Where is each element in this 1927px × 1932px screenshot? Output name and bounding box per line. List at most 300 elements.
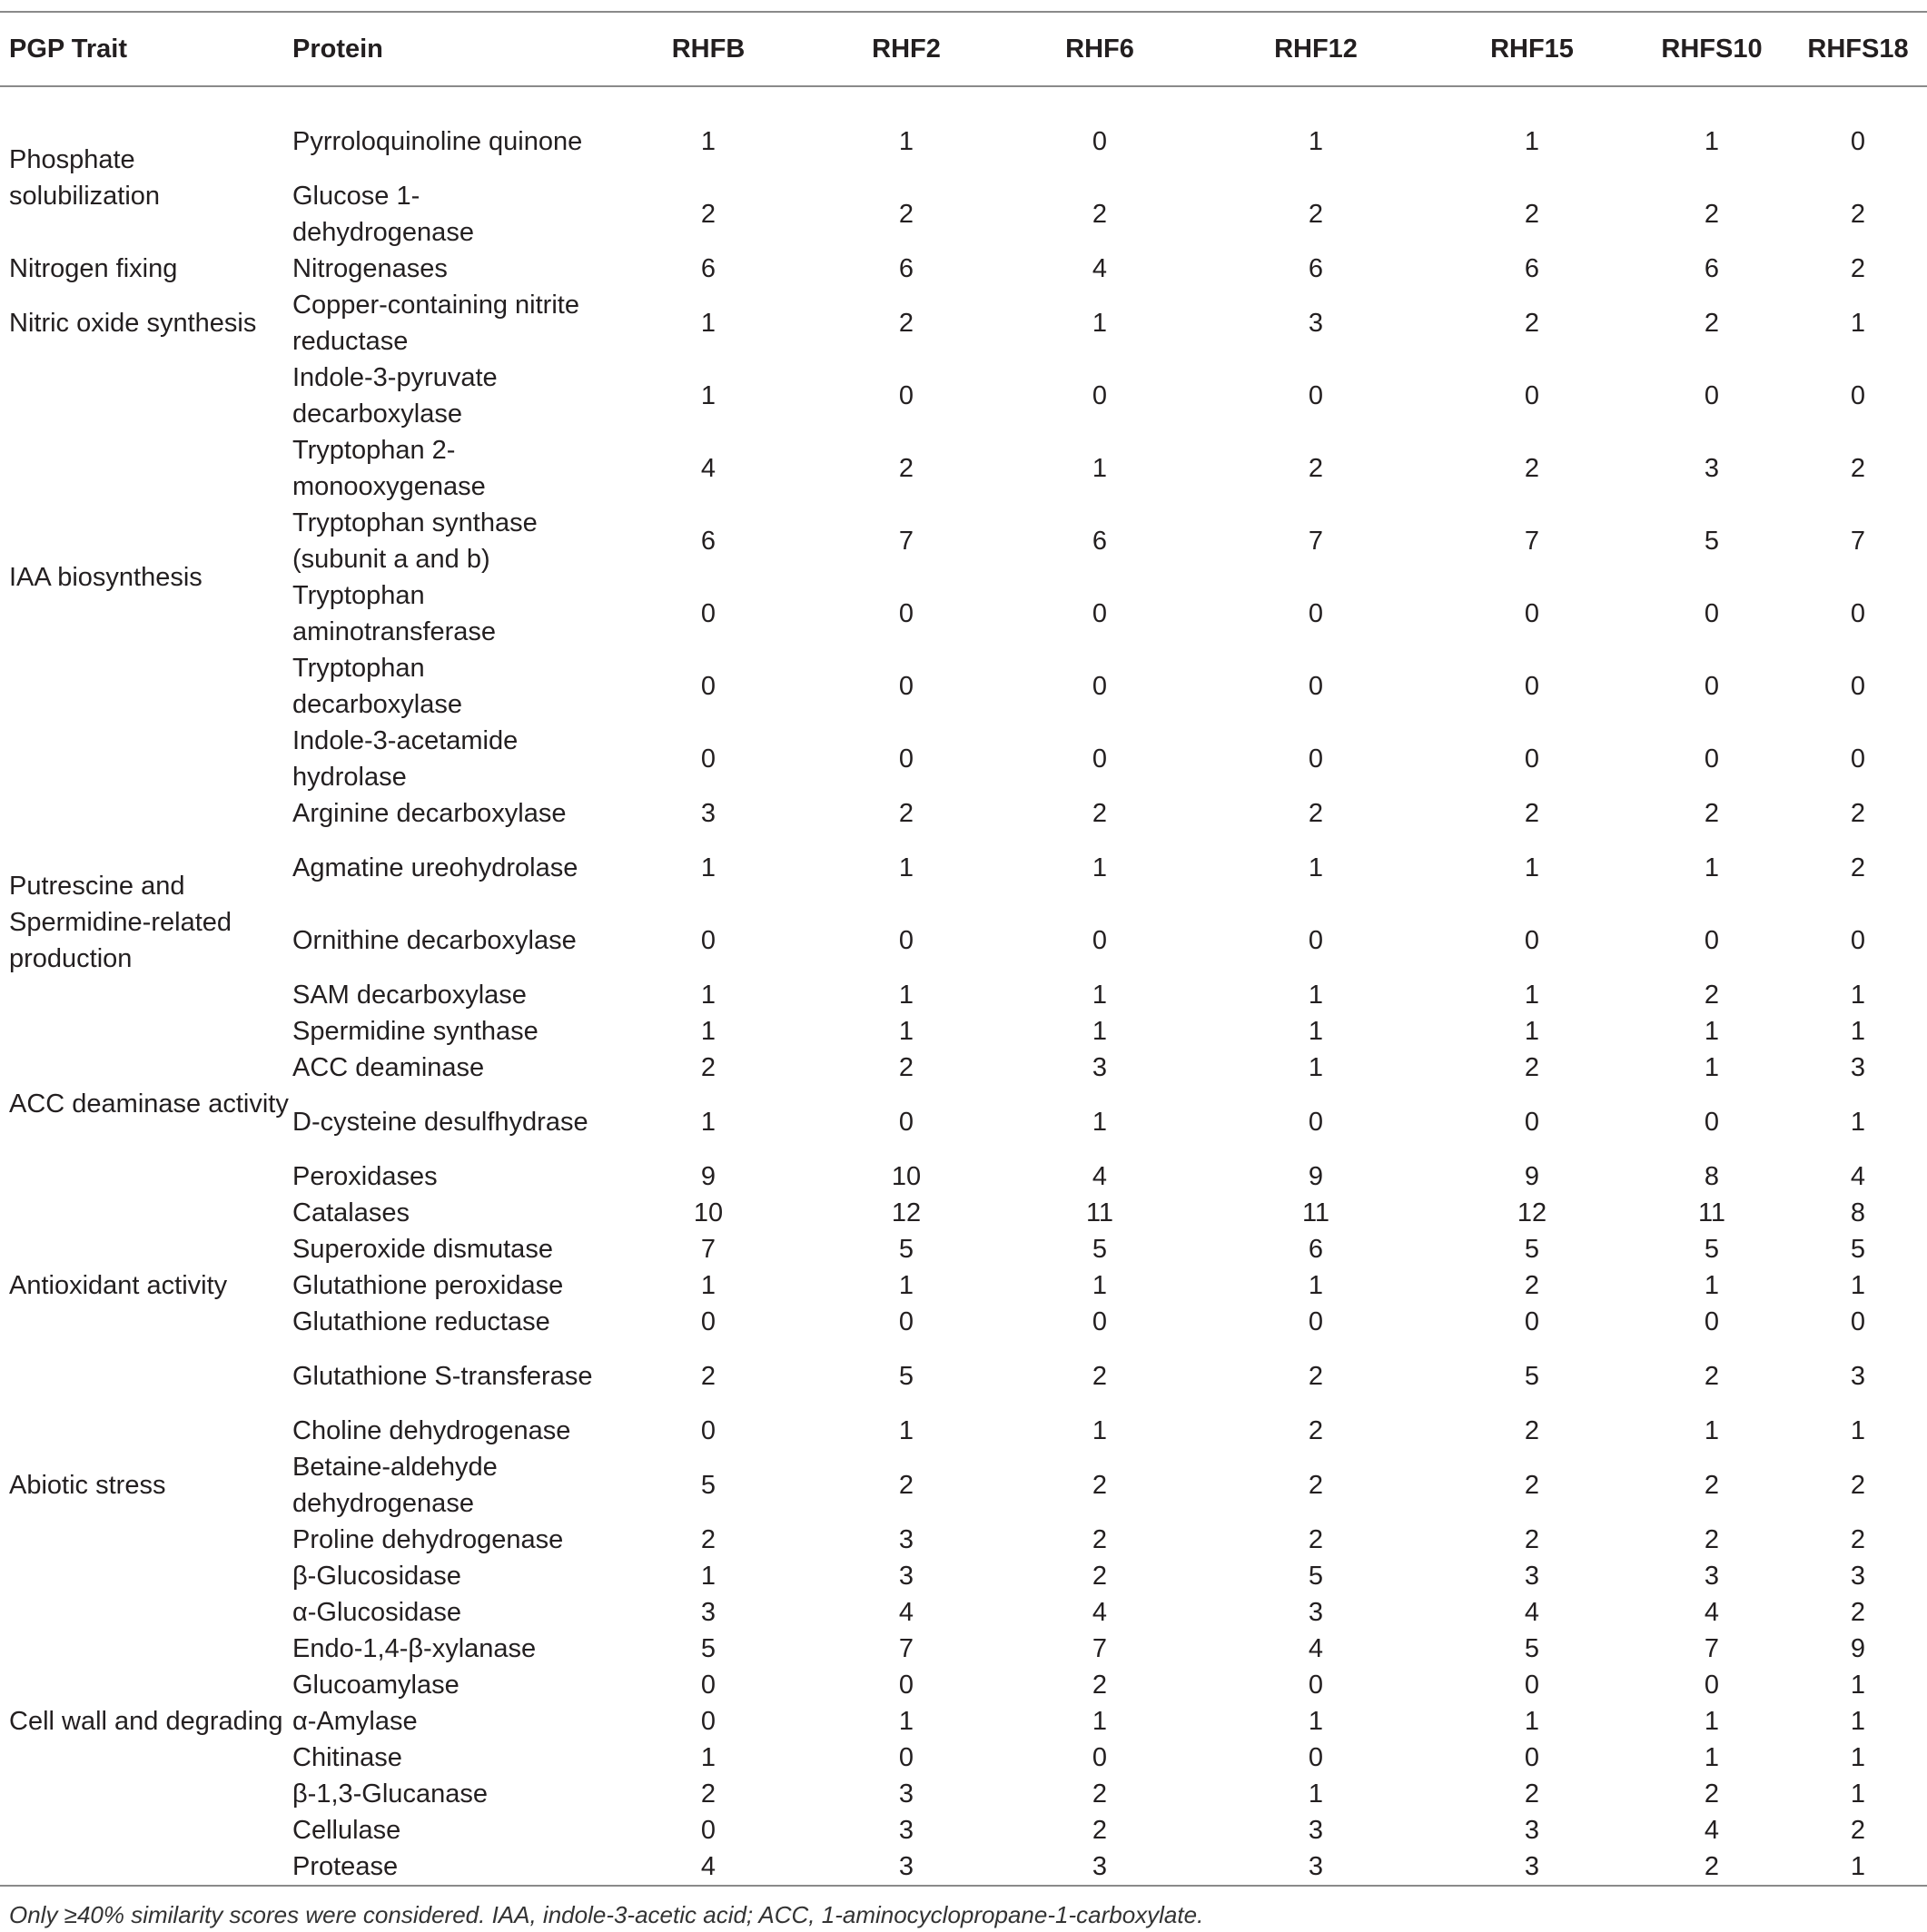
table-row — [0, 1050, 1927, 1086]
table-header — [0, 13, 1927, 85]
value-cell-rhf6: 1 — [1092, 1707, 1108, 1736]
value-cell-rhfs10: 2 — [1704, 1525, 1720, 1554]
value-cell-rhfb: 1 — [700, 127, 716, 156]
protein-cell: Spermidine synthase — [292, 1017, 539, 1046]
value-cell-rhfs18: 1 — [1850, 309, 1866, 338]
value-cell-rhfb: 0 — [700, 1307, 716, 1336]
value-cell-rhf12: 3 — [1308, 1852, 1324, 1881]
value-cell-rhf2: 1 — [898, 1017, 914, 1046]
value-cell-rhf6: 0 — [1092, 381, 1108, 410]
value-cell-rhfs10: 4 — [1704, 1816, 1720, 1845]
value-cell-rhfs10: 2 — [1704, 200, 1720, 229]
table-row — [0, 723, 1927, 795]
table-row — [0, 1703, 1927, 1740]
value-cell-rhfb: 1 — [700, 309, 716, 338]
value-cell-rhfs18: 8 — [1850, 1198, 1866, 1227]
value-cell-rhfs10: 2 — [1704, 799, 1720, 828]
table-row — [0, 505, 1927, 577]
protein-cell: Superoxide dismutase — [292, 1235, 553, 1264]
value-cell-rhf2: 4 — [898, 1598, 914, 1627]
value-cell-rhfs10: 1 — [1704, 1017, 1720, 1046]
protein-cell: Catalases — [292, 1198, 410, 1227]
value-cell-rhfs10: 0 — [1704, 672, 1720, 701]
header-rhf2: RHF2 — [872, 34, 941, 64]
value-cell-rhf6: 2 — [1092, 1816, 1108, 1845]
protein-cell: β-Glucosidase — [292, 1562, 461, 1591]
value-cell-rhfs10: 0 — [1704, 744, 1720, 774]
value-cell-rhf12: 0 — [1308, 1307, 1324, 1336]
value-cell-rhf15: 3 — [1524, 1852, 1540, 1881]
value-cell-rhf15: 5 — [1524, 1235, 1540, 1264]
value-cell-rhfb: 1 — [700, 1271, 716, 1300]
table-row — [0, 977, 1927, 1013]
value-cell-rhfb: 4 — [700, 1852, 716, 1881]
value-cell-rhf12: 5 — [1308, 1562, 1324, 1591]
value-cell-rhfs18: 3 — [1850, 1053, 1866, 1082]
value-cell-rhfs18: 1 — [1850, 1779, 1866, 1809]
value-cell-rhf15: 2 — [1524, 799, 1540, 828]
table-row — [0, 1304, 1927, 1340]
value-cell-rhf12: 0 — [1308, 744, 1324, 774]
value-cell-rhfs10: 2 — [1704, 1471, 1720, 1500]
value-cell-rhf2: 0 — [898, 672, 914, 701]
value-cell-rhfs18: 2 — [1850, 200, 1866, 229]
protein-cell: ACC deaminase — [292, 1053, 485, 1082]
value-cell-rhf15: 9 — [1524, 1162, 1540, 1191]
value-cell-rhfs10: 1 — [1704, 1271, 1720, 1300]
value-cell-rhf15: 1 — [1524, 981, 1540, 1010]
value-cell-rhf2: 2 — [898, 200, 914, 229]
value-cell-rhf15: 5 — [1524, 1362, 1540, 1391]
value-cell-rhfs10: 2 — [1704, 981, 1720, 1010]
value-cell-rhfs10: 0 — [1704, 1307, 1720, 1336]
value-cell-rhfs10: 0 — [1704, 599, 1720, 628]
value-cell-rhfs10: 6 — [1704, 254, 1720, 283]
header-rhfs18: RHFS18 — [1807, 34, 1909, 64]
value-cell-rhf2: 6 — [898, 254, 914, 283]
value-cell-rhf12: 11 — [1301, 1198, 1330, 1227]
table-row — [0, 1413, 1927, 1449]
value-cell-rhfs10: 1 — [1704, 1743, 1720, 1772]
value-cell-rhf15: 0 — [1524, 1671, 1540, 1700]
value-cell-rhfs18: 0 — [1850, 1307, 1866, 1336]
value-cell-rhf6: 1 — [1092, 981, 1108, 1010]
protein-cell: Peroxidases — [292, 1162, 438, 1191]
value-cell-rhf15: 1 — [1524, 1707, 1540, 1736]
value-cell-rhf2: 0 — [898, 1307, 914, 1336]
value-cell-rhf12: 1 — [1308, 1779, 1324, 1809]
value-cell-rhf6: 1 — [1092, 1271, 1108, 1300]
value-cell-rhf15: 2 — [1524, 1053, 1540, 1082]
value-cell-rhfs10: 1 — [1704, 853, 1720, 882]
value-cell-rhfb: 5 — [700, 1471, 716, 1500]
value-cell-rhf15: 12 — [1517, 1198, 1547, 1227]
value-cell-rhf6: 2 — [1092, 1362, 1108, 1391]
value-cell-rhf12: 3 — [1308, 1598, 1324, 1627]
header-rhf12: RHF12 — [1274, 34, 1358, 64]
value-cell-rhfs10: 0 — [1704, 1671, 1720, 1700]
value-cell-rhfs18: 2 — [1850, 454, 1866, 483]
trait-cell: IAA biosynthesis — [9, 563, 203, 592]
value-cell-rhf12: 0 — [1308, 672, 1324, 701]
value-cell-rhf15: 2 — [1524, 309, 1540, 338]
value-cell-rhfs10: 1 — [1704, 1053, 1720, 1082]
value-cell-rhf12: 9 — [1308, 1162, 1324, 1191]
protein-cell: Protease — [292, 1852, 399, 1881]
protein-cell: α-Amylase — [292, 1707, 418, 1736]
value-cell-rhfs18: 1 — [1850, 1017, 1866, 1046]
value-cell-rhfb: 0 — [700, 1707, 716, 1736]
protein-cell: Tryptophan 2-monooxygenase — [292, 436, 486, 501]
value-cell-rhf2: 0 — [898, 381, 914, 410]
value-cell-rhf12: 1 — [1308, 1271, 1324, 1300]
value-cell-rhf6: 2 — [1092, 1562, 1108, 1591]
value-cell-rhfs10: 2 — [1704, 309, 1720, 338]
table-row — [0, 1267, 1927, 1304]
value-cell-rhf15: 2 — [1524, 1779, 1540, 1809]
value-cell-rhfs18: 0 — [1850, 381, 1866, 410]
table-row — [0, 1449, 1927, 1522]
value-cell-rhf2: 1 — [898, 127, 914, 156]
value-cell-rhfb: 7 — [700, 1235, 716, 1264]
value-cell-rhfb: 1 — [700, 981, 716, 1010]
value-cell-rhf6: 0 — [1092, 744, 1108, 774]
value-cell-rhfs10: 1 — [1704, 1416, 1720, 1445]
value-cell-rhf6: 3 — [1092, 1053, 1108, 1082]
value-cell-rhfs18: 1 — [1850, 1271, 1866, 1300]
value-cell-rhf12: 2 — [1308, 1362, 1324, 1391]
value-cell-rhf15: 0 — [1524, 672, 1540, 701]
protein-cell: Cellulase — [292, 1816, 401, 1845]
value-cell-rhfs18: 0 — [1850, 127, 1866, 156]
value-cell-rhfs18: 0 — [1850, 672, 1866, 701]
value-cell-rhf15: 7 — [1524, 527, 1540, 556]
value-cell-rhf2: 0 — [898, 926, 914, 955]
value-cell-rhf2: 1 — [898, 853, 914, 882]
value-cell-rhf2: 0 — [898, 744, 914, 774]
header-protein: Protein — [292, 34, 383, 64]
value-cell-rhf2: 5 — [898, 1235, 914, 1264]
protein-cell: Arginine decarboxylase — [292, 799, 567, 828]
value-cell-rhfb: 2 — [700, 1525, 716, 1554]
value-cell-rhf12: 6 — [1308, 254, 1324, 283]
protein-cell: Nitrogenases — [292, 254, 448, 283]
value-cell-rhf12: 1 — [1308, 127, 1324, 156]
value-cell-rhf15: 0 — [1524, 1108, 1540, 1137]
value-cell-rhfs10: 11 — [1697, 1198, 1726, 1227]
value-cell-rhf12: 2 — [1308, 200, 1324, 229]
protein-cell: Glutathione S-transferase — [292, 1362, 593, 1391]
protein-cell: α-Glucosidase — [292, 1598, 462, 1627]
value-cell-rhfb: 0 — [700, 744, 716, 774]
value-cell-rhfs10: 0 — [1704, 381, 1720, 410]
protein-cell: Proline dehydrogenase — [292, 1525, 564, 1554]
value-cell-rhf6: 1 — [1092, 853, 1108, 882]
table-row — [0, 1195, 1927, 1231]
value-cell-rhf15: 3 — [1524, 1816, 1540, 1845]
trait-cell: Antioxidant activity — [9, 1271, 228, 1300]
protein-cell: Betaine-aldehyde dehydrogenase — [292, 1453, 498, 1518]
value-cell-rhf15: 0 — [1524, 926, 1540, 955]
value-cell-rhf12: 2 — [1308, 1471, 1324, 1500]
value-cell-rhf15: 1 — [1524, 127, 1540, 156]
value-cell-rhfs18: 1 — [1850, 1416, 1866, 1445]
value-cell-rhfb: 4 — [700, 454, 716, 483]
value-cell-rhfb: 1 — [700, 1108, 716, 1137]
value-cell-rhf2: 2 — [898, 799, 914, 828]
value-cell-rhf15: 6 — [1524, 254, 1540, 283]
table-row — [0, 251, 1927, 287]
value-cell-rhf6: 2 — [1092, 200, 1108, 229]
value-cell-rhfs10: 2 — [1704, 1779, 1720, 1809]
value-cell-rhf2: 0 — [898, 1108, 914, 1137]
value-cell-rhf2: 0 — [898, 599, 914, 628]
value-cell-rhfs10: 5 — [1704, 527, 1720, 556]
value-cell-rhfs18: 2 — [1850, 1525, 1866, 1554]
value-cell-rhfb: 1 — [700, 853, 716, 882]
value-cell-rhf12: 0 — [1308, 1671, 1324, 1700]
value-cell-rhf6: 6 — [1092, 527, 1108, 556]
header-rhf6: RHF6 — [1065, 34, 1134, 64]
value-cell-rhf12: 0 — [1308, 1108, 1324, 1137]
value-cell-rhf6: 0 — [1092, 926, 1108, 955]
value-cell-rhfs18: 1 — [1850, 1743, 1866, 1772]
value-cell-rhf15: 1 — [1524, 1017, 1540, 1046]
value-cell-rhfs18: 2 — [1850, 853, 1866, 882]
value-cell-rhfb: 6 — [700, 527, 716, 556]
trait-cell: Cell wall and degrading — [9, 1707, 283, 1736]
trait-cell: Nitrogen fixing — [9, 254, 178, 283]
value-cell-rhfb: 1 — [700, 1562, 716, 1591]
value-cell-rhfb: 1 — [700, 381, 716, 410]
protein-cell: Indole-3-acetamide hydrolase — [292, 726, 519, 792]
value-cell-rhf12: 1 — [1308, 1017, 1324, 1046]
protein-cell: Glucose 1-dehydrogenase — [292, 182, 474, 247]
value-cell-rhf6: 0 — [1092, 672, 1108, 701]
value-cell-rhfs10: 3 — [1704, 1562, 1720, 1591]
value-cell-rhfb: 1 — [700, 1017, 716, 1046]
value-cell-rhf12: 2 — [1308, 454, 1324, 483]
protein-cell: D-cysteine desulfhydrase — [292, 1108, 588, 1137]
protein-cell: Glutathione reductase — [292, 1307, 550, 1336]
value-cell-rhf12: 0 — [1308, 381, 1324, 410]
value-cell-rhfs18: 3 — [1850, 1362, 1866, 1391]
protein-cell: Chitinase — [292, 1743, 402, 1772]
value-cell-rhfb: 5 — [700, 1634, 716, 1663]
protein-cell: Agmatine ureohydrolase — [292, 853, 578, 882]
table-row — [0, 178, 1927, 251]
value-cell-rhf12: 2 — [1308, 1416, 1324, 1445]
table-row — [0, 1340, 1927, 1413]
value-cell-rhf15: 2 — [1524, 1471, 1540, 1500]
value-cell-rhfs18: 3 — [1850, 1562, 1866, 1591]
protein-cell: Tryptophan synthase (subunit a and b) — [292, 508, 538, 574]
value-cell-rhf15: 5 — [1524, 1634, 1540, 1663]
value-cell-rhf15: 0 — [1524, 744, 1540, 774]
table-row — [0, 1013, 1927, 1050]
protein-cell: Copper-containing nitrite reductase — [292, 291, 579, 356]
value-cell-rhfs18: 2 — [1850, 799, 1866, 828]
protein-cell: β-1,3-Glucanase — [292, 1779, 488, 1809]
value-cell-rhf6: 0 — [1092, 1743, 1108, 1772]
value-cell-rhfb: 0 — [700, 672, 716, 701]
header-pgp-trait: PGP Trait — [9, 34, 128, 64]
table-row — [0, 650, 1927, 723]
value-cell-rhf12: 3 — [1308, 309, 1324, 338]
value-cell-rhf6: 0 — [1092, 127, 1108, 156]
value-cell-rhfs18: 1 — [1850, 1852, 1866, 1881]
value-cell-rhf2: 0 — [898, 1671, 914, 1700]
value-cell-rhfs18: 2 — [1850, 1598, 1866, 1627]
value-cell-rhfs10: 2 — [1704, 1852, 1720, 1881]
table-row — [0, 832, 1927, 904]
value-cell-rhfb: 2 — [700, 1779, 716, 1809]
value-cell-rhfb: 0 — [700, 1816, 716, 1845]
value-cell-rhf2: 12 — [891, 1198, 922, 1227]
protein-cell: Ornithine decarboxylase — [292, 926, 577, 955]
value-cell-rhf15: 0 — [1524, 599, 1540, 628]
protein-cell: Indole-3-pyruvate decarboxylase — [292, 363, 498, 429]
value-cell-rhf6: 1 — [1092, 1108, 1108, 1137]
value-cell-rhfs18: 1 — [1850, 1108, 1866, 1137]
value-cell-rhf12: 3 — [1308, 1816, 1324, 1845]
value-cell-rhf2: 3 — [898, 1779, 914, 1809]
value-cell-rhfb: 10 — [693, 1198, 724, 1227]
protein-cell: Tryptophan aminotransferase — [292, 581, 497, 646]
table-row — [0, 1631, 1927, 1667]
value-cell-rhfb: 2 — [700, 200, 716, 229]
value-cell-rhf6: 0 — [1092, 599, 1108, 628]
value-cell-rhfs18: 1 — [1850, 981, 1866, 1010]
value-cell-rhf6: 2 — [1092, 1779, 1108, 1809]
table-row — [0, 904, 1927, 977]
value-cell-rhf15: 2 — [1524, 1416, 1540, 1445]
header-rhfb: RHFB — [671, 34, 746, 64]
value-cell-rhf2: 1 — [898, 1271, 914, 1300]
value-cell-rhf12: 6 — [1308, 1235, 1324, 1264]
value-cell-rhf12: 0 — [1308, 599, 1324, 628]
value-cell-rhfs18: 4 — [1850, 1162, 1866, 1191]
value-cell-rhf12: 1 — [1308, 1053, 1324, 1082]
value-cell-rhfs18: 0 — [1850, 926, 1866, 955]
value-cell-rhf15: 2 — [1524, 1525, 1540, 1554]
protein-cell: SAM decarboxylase — [292, 981, 527, 1010]
value-cell-rhf12: 1 — [1308, 981, 1324, 1010]
value-cell-rhfb: 9 — [700, 1162, 716, 1191]
value-cell-rhfb: 0 — [700, 1416, 716, 1445]
value-cell-rhf6: 1 — [1092, 454, 1108, 483]
table-row — [0, 105, 1927, 178]
value-cell-rhf6: 4 — [1092, 254, 1108, 283]
value-cell-rhf6: 4 — [1092, 1162, 1108, 1191]
value-cell-rhf12: 2 — [1308, 1525, 1324, 1554]
table-row — [0, 1740, 1927, 1776]
protein-cell: Glucoamylase — [292, 1671, 460, 1700]
value-cell-rhfs10: 7 — [1704, 1634, 1720, 1663]
header-rule — [0, 85, 1927, 87]
value-cell-rhf2: 2 — [898, 1053, 914, 1082]
value-cell-rhf2: 3 — [898, 1816, 914, 1845]
value-cell-rhf6: 1 — [1092, 309, 1108, 338]
value-cell-rhf2: 1 — [898, 1707, 914, 1736]
value-cell-rhf15: 2 — [1524, 454, 1540, 483]
value-cell-rhfs10: 4 — [1704, 1598, 1720, 1627]
value-cell-rhf15: 2 — [1524, 200, 1540, 229]
value-cell-rhf12: 4 — [1308, 1634, 1324, 1663]
value-cell-rhf15: 1 — [1524, 853, 1540, 882]
value-cell-rhfb: 0 — [700, 1671, 716, 1700]
value-cell-rhf15: 4 — [1524, 1598, 1540, 1627]
table-row — [0, 1558, 1927, 1594]
value-cell-rhf6: 2 — [1092, 1471, 1108, 1500]
value-cell-rhf6: 2 — [1092, 1671, 1108, 1700]
value-cell-rhfs18: 1 — [1850, 1707, 1866, 1736]
value-cell-rhf6: 1 — [1092, 1017, 1108, 1046]
value-cell-rhf12: 1 — [1308, 853, 1324, 882]
value-cell-rhfs18: 2 — [1850, 254, 1866, 283]
value-cell-rhfs18: 2 — [1850, 1471, 1866, 1500]
value-cell-rhf12: 7 — [1308, 527, 1324, 556]
value-cell-rhf2: 0 — [898, 1743, 914, 1772]
table-row — [0, 1086, 1927, 1158]
table-row — [0, 1158, 1927, 1195]
protein-cell: Endo-1,4-β-xylanase — [292, 1634, 537, 1663]
trait-cell: Putrescine and Spermidine-related production — [9, 872, 232, 973]
value-cell-rhf15: 0 — [1524, 1743, 1540, 1772]
protein-cell: Choline dehydrogenase — [292, 1416, 571, 1445]
value-cell-rhf2: 7 — [898, 527, 914, 556]
value-cell-rhfs10: 5 — [1704, 1235, 1720, 1264]
protein-cell: Glutathione peroxidase — [292, 1271, 564, 1300]
table-row — [0, 1594, 1927, 1631]
value-cell-rhfs18: 9 — [1850, 1634, 1866, 1663]
value-cell-rhfs10: 0 — [1704, 926, 1720, 955]
table-row — [0, 1812, 1927, 1848]
value-cell-rhf2: 3 — [898, 1852, 914, 1881]
value-cell-rhf2: 3 — [898, 1562, 914, 1591]
value-cell-rhfb: 2 — [700, 1053, 716, 1082]
value-cell-rhf2: 10 — [891, 1162, 922, 1191]
trait-cell: Nitric oxide synthesis — [9, 309, 257, 338]
value-cell-rhf15: 3 — [1524, 1562, 1540, 1591]
table-row — [0, 795, 1927, 832]
header-rhfs10: RHFS10 — [1661, 34, 1763, 64]
value-cell-rhf6: 3 — [1092, 1852, 1108, 1881]
value-cell-rhf15: 0 — [1524, 1307, 1540, 1336]
value-cell-rhf2: 2 — [898, 309, 914, 338]
value-cell-rhfs18: 5 — [1850, 1235, 1866, 1264]
value-cell-rhf2: 7 — [898, 1634, 914, 1663]
value-cell-rhf6: 2 — [1092, 1525, 1108, 1554]
value-cell-rhfs18: 1 — [1850, 1671, 1866, 1700]
value-cell-rhf2: 1 — [898, 981, 914, 1010]
table-row — [0, 1667, 1927, 1703]
value-cell-rhf6: 11 — [1085, 1198, 1114, 1227]
value-cell-rhfs10: 3 — [1704, 454, 1720, 483]
value-cell-rhfs18: 2 — [1850, 1816, 1866, 1845]
value-cell-rhf6: 0 — [1092, 1307, 1108, 1336]
value-cell-rhfs10: 1 — [1704, 1707, 1720, 1736]
trait-cell: Phosphate solubilization — [9, 145, 161, 211]
value-cell-rhf2: 3 — [898, 1525, 914, 1554]
value-cell-rhf2: 5 — [898, 1362, 914, 1391]
protein-cell: Tryptophan decarboxylase — [292, 654, 462, 719]
value-cell-rhfs18: 0 — [1850, 744, 1866, 774]
value-cell-rhf2: 1 — [898, 1416, 914, 1445]
table-body — [0, 105, 1927, 1885]
value-cell-rhf15: 2 — [1524, 1271, 1540, 1300]
table-row — [0, 287, 1927, 360]
